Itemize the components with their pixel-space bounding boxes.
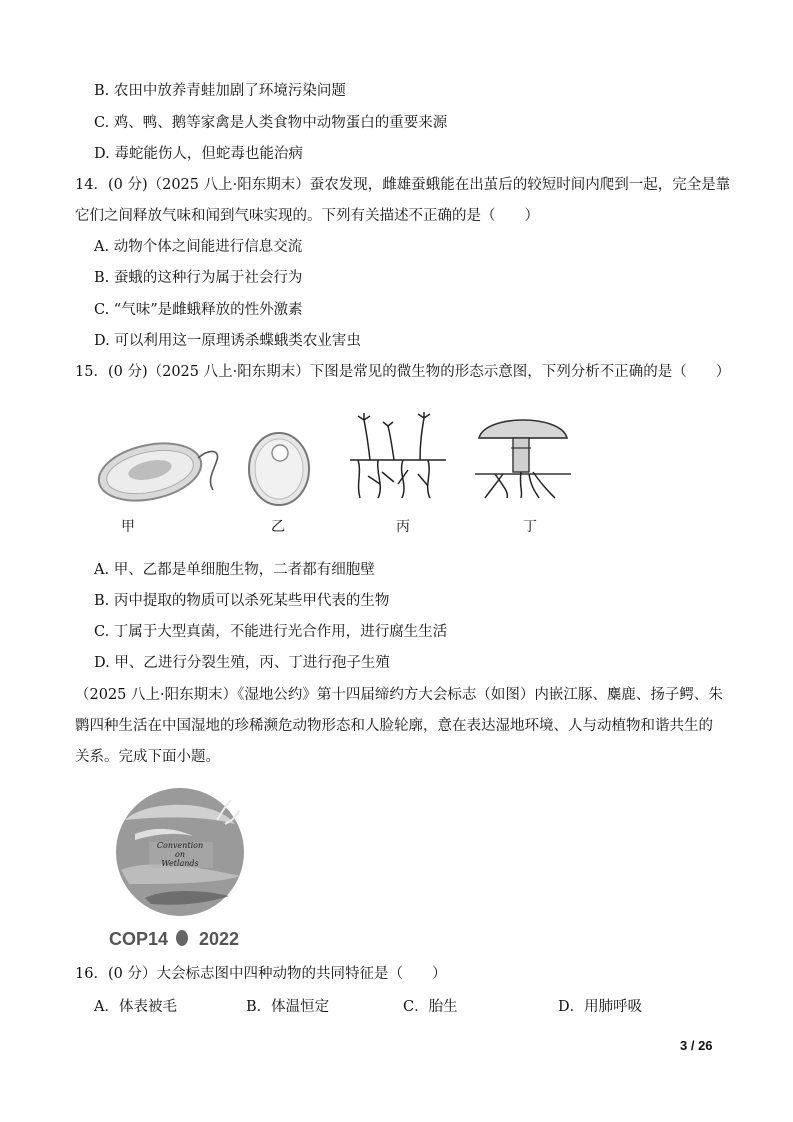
mushroom-figure: [473, 408, 573, 500]
label-yi: 乙: [271, 519, 285, 535]
passage-line1: （2025 八上·阳东期末）《湿地公约》第十四届缔约方大会标志（如图）内嵌江豚、麋鹿、扬子鳄、朱: [75, 687, 723, 703]
logo-caption-cop14: COP14: [109, 929, 169, 949]
yeast-figure: [245, 428, 315, 508]
logo-text-on: on: [175, 850, 185, 859]
cop14-logo: [105, 780, 255, 952]
label-jia: 甲: [121, 519, 135, 535]
mold-figure: [348, 412, 448, 502]
q14-stem-line2: 它们之间释放气味和闻到气味实现的。下列有关描述不正确的是（ ）: [75, 208, 539, 224]
passage-line2: 鹮四种生活在中国湿地的珍稀濒危动物形态和人脸轮廓，意在表达湿地环境、人与动植物和谐共生的: [75, 718, 713, 734]
logo-caption-year: 2022: [199, 929, 240, 949]
bacterium-figure: [95, 430, 230, 510]
logo-text-convention: Convention: [156, 841, 204, 850]
q14-option-b: B. 蚕蛾的这种行为属于社会行为: [94, 270, 303, 286]
q13-option-c: C. 鸡、鸭、鹅等家禽是人类食物中动物蛋白的重要来源: [94, 115, 448, 131]
logo-text-wetlands: Wetlands: [161, 859, 199, 868]
q14-option-a: A. 动物个体之间能进行信息交流: [94, 239, 303, 255]
q15-option-b: B. 丙中提取的物质可以杀死某些甲代表的生物: [94, 593, 390, 609]
q15-option-d: D. 甲、乙进行分裂生殖，丙、丁进行孢子生殖: [94, 655, 390, 671]
label-bing: 丙: [396, 519, 410, 535]
q14-option-c: C. “气味”是雌蛾释放的性外激素: [94, 302, 303, 318]
q14-option-d: D. 可以利用这一原理诱杀蝶蛾类农业害虫: [94, 333, 361, 349]
q13-option-b: B. 农田中放养青蛙加剧了环境污染问题: [94, 83, 346, 99]
q16-option-b: B．体温恒定: [246, 999, 330, 1015]
q14-stem-line1: 14．(0 分)（2025 八上·阳东期末）蚕农发现，雌雄蚕蛾能在出茧后的较短时间内爬到一起，完全是靠: [75, 177, 731, 193]
label-ding: 丁: [523, 519, 537, 535]
q16-option-d: D．用肺呼吸: [558, 999, 643, 1015]
logo-seal-icon: [176, 930, 188, 946]
q16-option-a: A．体表被毛: [94, 999, 177, 1015]
q15-option-a: A. 甲、乙都是单细胞生物，二者都有细胞壁: [94, 562, 375, 578]
page-number: 3 / 26: [680, 1038, 713, 1053]
q15-option-c: C. 丁属于大型真菌，不能进行光合作用，进行腐生生活: [94, 624, 448, 640]
q16-option-c: C．胎生: [403, 999, 458, 1015]
q15-stem: 15．(0 分)（2025 八上·阳东期末）下图是常见的微生物的形态示意图，下列分析不正确的是（ ）: [75, 364, 731, 380]
q13-option-d: D. 毒蛇能伤人，但蛇毒也能治病: [94, 146, 303, 162]
passage-line3: 关系。完成下面小题。: [75, 749, 220, 765]
q16-stem: 16．(0 分）大会标志图中四种动物的共同特征是（ ）: [75, 966, 447, 982]
